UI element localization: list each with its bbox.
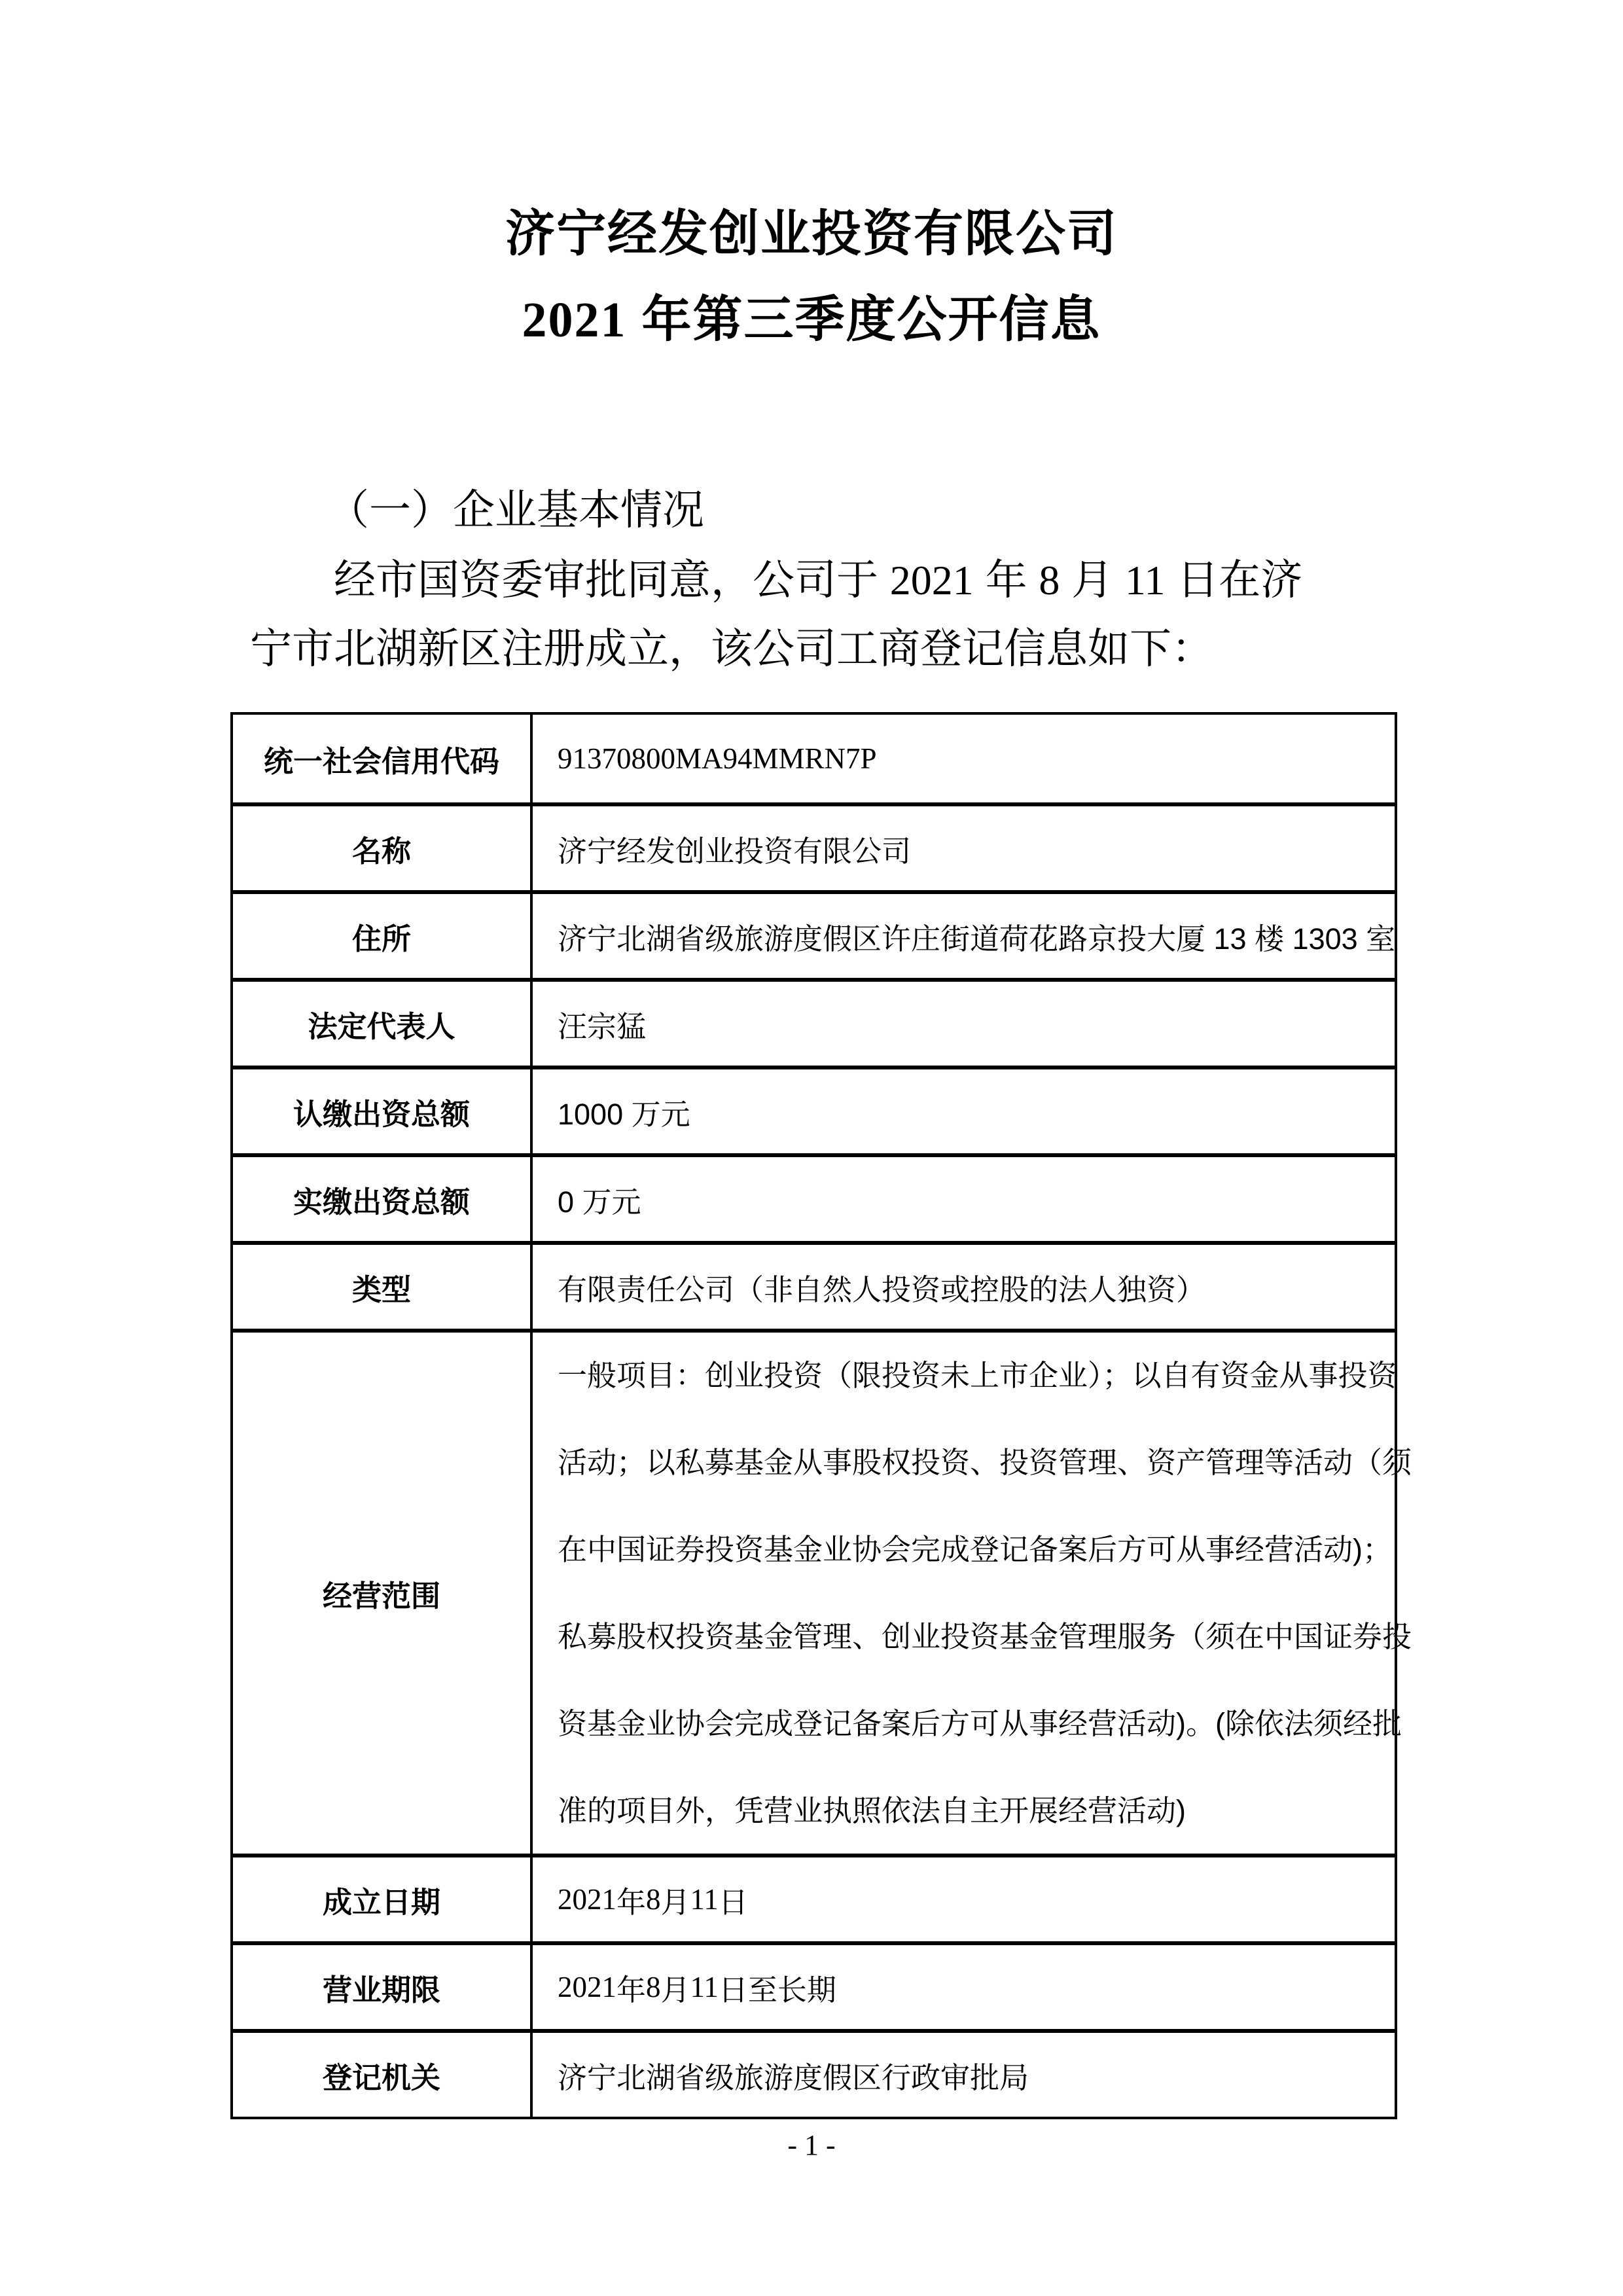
business-scope-line: 一般项目：创业投资（限投资未上市企业）；以自有资金从事投资 <box>558 1359 1397 1393</box>
row-label: 认缴出资总额 <box>233 1069 533 1153</box>
table-row-establishment-date <box>233 1854 1395 1941</box>
row-value: 汪宗猛 <box>558 1009 647 1043</box>
row-value: 2021 年 8 月 11 日至长期 <box>558 1971 836 2007</box>
table-row-paid-in-capital <box>233 1153 1395 1241</box>
business-scope-line: 准的项目外，凭营业执照依法自主开展经营活动) <box>558 1794 1186 1828</box>
table-row-credit-code <box>233 715 1395 802</box>
intro-line-2: 宁市北湖新区注册成立，该公司工商登记信息如下： <box>250 625 1213 673</box>
table-row-business-term <box>233 1941 1395 2029</box>
document-title-line1: 济宁经发创业投资有限公司 <box>505 206 1118 262</box>
section-heading: （一）企业基本情况 <box>327 486 704 534</box>
table-row-address <box>233 890 1395 978</box>
row-value <box>533 1333 1431 1854</box>
row-label: 实缴出资总额 <box>233 1157 533 1241</box>
company-info-table <box>230 712 1412 2119</box>
business-scope-line: 资基金业协会完成登记备案后方可从事经营活动)。(除依法须经批 <box>558 1707 1402 1741</box>
row-label: 统一社会信用代码 <box>233 715 533 802</box>
row-value: 2021 年 8 月 11 日 <box>558 1883 748 1919</box>
row-value: 91370800MA94MMRN7P <box>558 742 877 776</box>
row-label: 成立日期 <box>233 1857 533 1941</box>
row-label: 类型 <box>233 1245 533 1329</box>
table-row-business-scope <box>233 1329 1412 1854</box>
row-label: 营业期限 <box>233 1945 533 2029</box>
table-row-legal-representative <box>233 978 1395 1066</box>
table-row-company-type <box>233 1241 1395 1329</box>
business-scope-line: 在中国证券投资基金业协会完成登记备案后方可从事经营活动)； <box>558 1533 1392 1567</box>
row-label: 登记机关 <box>233 2033 533 2117</box>
business-scope-line: 活动；以私募基金从事股权投资、投资管理、资产管理等活动（须 <box>558 1446 1412 1480</box>
intro-line-1: 经市国资委审批同意，公司于 2021 年 8 月 11 日在济 <box>334 556 1303 604</box>
table-row-name <box>233 802 1395 890</box>
row-label: 法定代表人 <box>233 982 533 1066</box>
row-value: 济宁北湖省级旅游度假区行政审批局 <box>558 2060 1029 2094</box>
row-value: 济宁北湖省级旅游度假区许庄街道荷花路京投大厦 13 楼 1303 室 <box>558 922 1396 956</box>
intro-paragraph <box>250 546 1400 683</box>
row-value: 1000 万元 <box>558 1097 690 1131</box>
table-row-registration-authority <box>233 2029 1395 2117</box>
document-title-line2: 2021 年第三季度公开信息 <box>522 292 1101 348</box>
page-number: - 1 - <box>787 2129 836 2162</box>
table-row-subscribed-capital <box>233 1066 1395 1153</box>
row-label: 经营范围 <box>233 1333 533 1854</box>
row-value: 有限责任公司（非自然人投资或控股的法人独资） <box>558 1272 1206 1306</box>
row-label: 住所 <box>233 894 533 978</box>
row-value: 0 万元 <box>558 1185 641 1219</box>
row-value: 济宁经发创业投资有限公司 <box>558 834 912 868</box>
business-scope-line: 私募股权投资基金管理、创业投资基金管理服务（须在中国证券投 <box>558 1620 1412 1654</box>
row-label: 名称 <box>233 806 533 890</box>
